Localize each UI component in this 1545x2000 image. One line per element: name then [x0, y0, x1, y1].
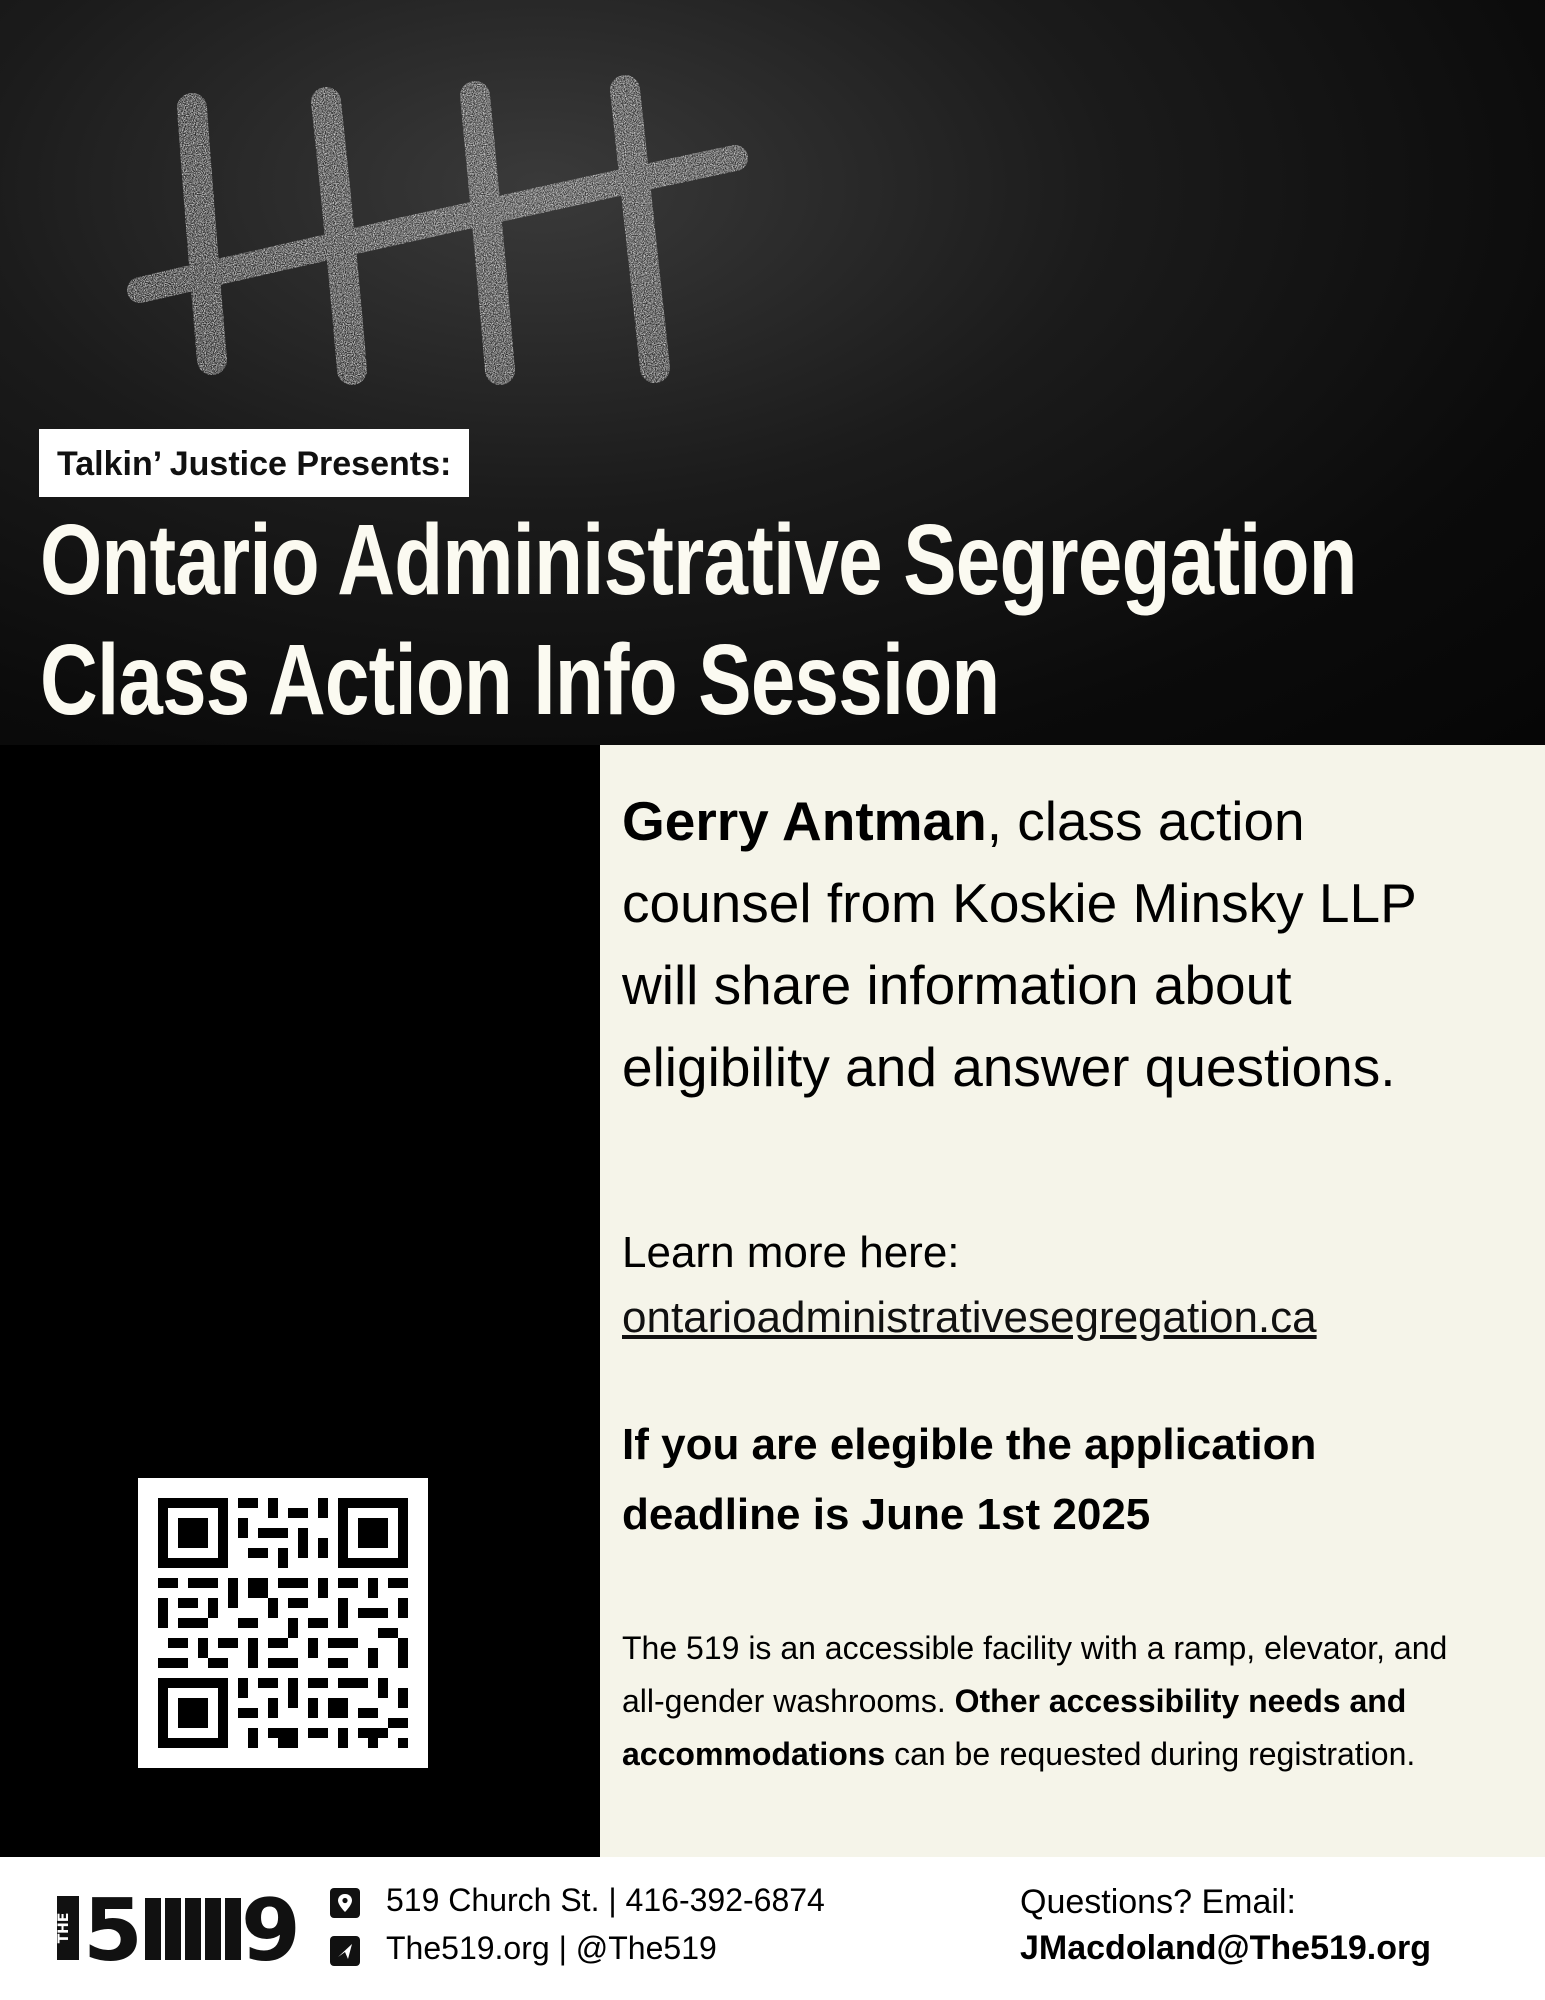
- svg-text:THE: THE: [56, 1912, 72, 1944]
- event-time: 12 to 12:30pm: [42, 979, 456, 1048]
- accessibility-text-1: The 519 is an accessible facility with a ramp, elevator, and all-gender washrooms.: [622, 1630, 1448, 1719]
- learn-more-label: Learn more here:: [622, 1228, 960, 1277]
- footer-web-row: [330, 1926, 717, 1970]
- hero-banner: [0, 0, 1545, 745]
- accessibility-text-bold: Other accessibility needs and accommodations: [622, 1683, 1407, 1772]
- title-line-1: Ontario Administrative Segregation: [40, 504, 1357, 616]
- questions-label: Questions? Email:: [1020, 1883, 1296, 1921]
- footer-address-row: [330, 1878, 825, 1922]
- accessibility-note: [622, 1622, 1492, 1781]
- svg-text:5: 5: [83, 1892, 143, 1964]
- event-title: [40, 500, 1357, 740]
- svg-text:9: 9: [241, 1892, 301, 1964]
- event-address: [519 Church St.]: [40, 1153, 517, 1227]
- footer-address: 519 Church St. | 416-392-6874: [386, 1882, 825, 1918]
- website-link[interactable]: ontarioadministrativesegregation.ca: [622, 1293, 1317, 1342]
- deadline-notice: If you are elegible the application deadline is June 1st 2025: [622, 1420, 1317, 1539]
- contact-email[interactable]: JMacdoland@The519.org: [1020, 1929, 1432, 1967]
- speaker-description: [622, 780, 1502, 1108]
- event-date: May 16: [42, 879, 276, 957]
- qr-code-icon[interactable]: [138, 1478, 428, 1768]
- send-arrow-icon: [330, 1933, 360, 1963]
- event-venue: The 519: [42, 1068, 281, 1140]
- rsvp-note: Drop-in welcome RSVP encouraged. Scan the QR code for registering.: [40, 1280, 503, 1444]
- speaker-text: , class action counsel from Koskie Minsky LLP will share information about eligibility and answer questions.: [622, 790, 1416, 1098]
- event-day: Friday,: [42, 780, 267, 858]
- accessibility-text-2: can be requested during registration.: [885, 1736, 1416, 1772]
- the519-logo: [55, 1892, 305, 1969]
- location-pin-icon: [330, 1885, 360, 1915]
- footer-web[interactable]: The519.org | @The519: [386, 1930, 717, 1966]
- presenter-label: Talkin’ Justice Presents:: [39, 429, 469, 497]
- qr-code-graphic: [138, 1478, 428, 1768]
- speaker-name: Gerry Antman: [622, 790, 987, 852]
- title-line-2: Class Action Info Session: [40, 624, 1000, 736]
